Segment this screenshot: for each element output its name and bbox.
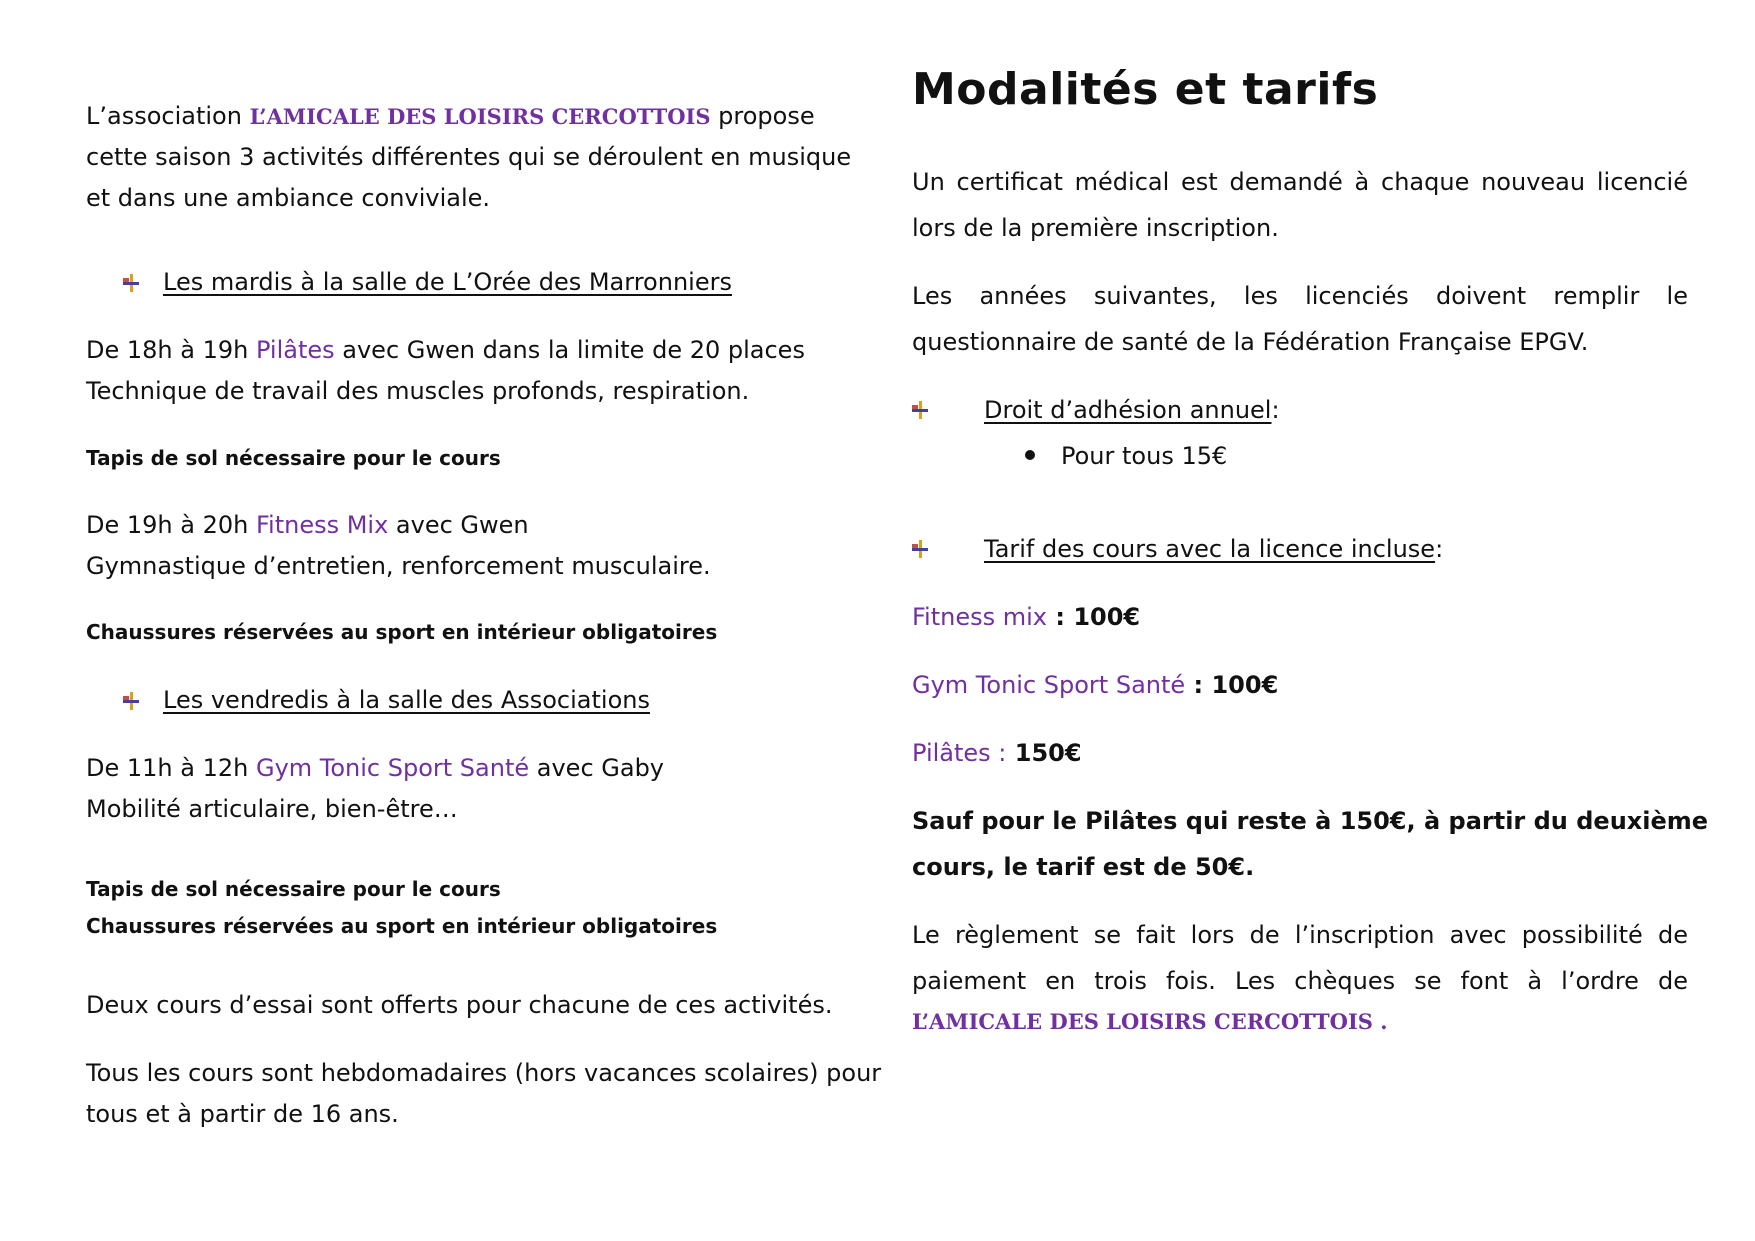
trial-text: Deux cours d’essai sont offerts pour chacune de ces activités. (86, 991, 833, 1019)
pilates-details: avec Gwen dans la limite de 20 places (334, 336, 805, 364)
colored-square-bullet-icon (123, 274, 139, 292)
intro-line-3: et dans une ambiance conviviale. (86, 184, 491, 212)
intro-suffix: propose (710, 102, 815, 130)
price-fitness-value: 100€ (1073, 603, 1141, 631)
membership-item-text: Pour tous 15€ (1061, 442, 1228, 470)
membership-item (1025, 433, 1227, 479)
price-pilates-sep (1006, 739, 1014, 767)
membership-colon: : (1271, 396, 1280, 424)
payment-line-1: Le règlement se fait lors de l’inscription avec possibilité de (912, 921, 1688, 949)
discount-line-2: cours, le tarif est de 50€. (912, 853, 1255, 881)
intro-line-2: cette saison 3 activités différentes qui se déroulent en musique (86, 143, 852, 171)
price-gym (912, 662, 1278, 708)
gym-note-1: Tapis de sol nécessaire pour le cours (86, 877, 501, 901)
section-heading-fridays (123, 680, 650, 721)
payment-org: L’AMICALE DES LOISIRS CERCOTTOIS . (912, 1009, 1388, 1034)
round-bullet-icon (1025, 450, 1035, 460)
fitness-line (86, 505, 529, 546)
rates-heading (912, 526, 1443, 572)
colored-square-bullet-icon (123, 692, 139, 710)
fitness-description: Gymnastique d’entretien, renforcement musculaire. (86, 552, 711, 580)
section-heading-tuesdays-text: Les mardis à la salle de L’Orée des Marronniers (163, 268, 732, 296)
price-fitness-name: Fitness mix (912, 603, 1047, 631)
fitness-note: Chaussures réservées au sport en intérieur obligatoires (86, 620, 718, 644)
gym-name: Gym Tonic Sport Santé (255, 754, 530, 782)
pilates-description: Technique de travail des muscles profonds, respiration. (86, 377, 750, 405)
gym-note-2: Chaussures réservées au sport en intérieur obligatoires (86, 914, 718, 938)
price-pilates-name: Pilâtes : (912, 739, 1007, 767)
certificate-text: Un certificat médical est demandé à chaque nouveau licencié lors de la première inscription. (912, 168, 1688, 242)
section-heading-tuesdays (123, 262, 732, 303)
colored-square-bullet-icon (912, 401, 928, 419)
fitness-details: avec Gwen (388, 511, 529, 539)
price-gym-name: Gym Tonic Sport Santé (912, 671, 1186, 699)
gym-line (86, 748, 664, 789)
association-name: L’AMICALE DES LOISIRS CERCOTTOIS (249, 104, 711, 129)
price-fitness-sep: : (1047, 603, 1074, 631)
gym-description: Mobilité articulaire, bien-être… (86, 795, 458, 823)
section-heading-fridays-text: Les vendredis à la salle des Associations (163, 686, 650, 714)
price-pilates (912, 730, 1082, 776)
membership-heading (912, 387, 1280, 433)
page-title: Modalités et tarifs (912, 64, 1379, 115)
payment-line-2: paiement en trois fois. Les chèques se font à l’ordre de (912, 967, 1688, 995)
pilates-line (86, 330, 805, 371)
gym-details: avec Gaby (529, 754, 665, 782)
pilates-time: De 18h à 19h (86, 336, 256, 364)
fitness-name: Fitness Mix (255, 511, 389, 539)
gym-time: De 11h à 12h (86, 754, 256, 782)
price-fitness (912, 594, 1140, 640)
intro-line-1 (86, 96, 815, 137)
weekly-line-1: Tous les cours sont hebdomadaires (hors vacances scolaires) pour (86, 1059, 882, 1087)
pilates-note: Tapis de sol nécessaire pour le cours (86, 446, 501, 470)
rates-colon: : (1435, 535, 1444, 563)
price-pilates-value: 150€ (1014, 739, 1082, 767)
rates-heading-text: Tarif des cours avec la licence incluse (984, 535, 1436, 563)
price-gym-value: 100€ (1211, 671, 1279, 699)
membership-heading-text: Droit d’adhésion annuel (984, 396, 1272, 424)
colored-square-bullet-icon (912, 540, 928, 558)
fitness-time: De 19h à 20h (86, 511, 256, 539)
pilates-name: Pilâtes (255, 336, 335, 364)
price-gym-sep: : (1185, 671, 1212, 699)
weekly-line-2: tous et à partir de 16 ans. (86, 1100, 399, 1128)
discount-line-1: Sauf pour le Pilâtes qui reste à 150€, à partir du deuxième (912, 807, 1709, 835)
intro-prefix: L’association (86, 102, 250, 130)
following-years-text: Les années suivantes, les licenciés doivent remplir le questionnaire de santé de la Fédération Française EPGV. (912, 282, 1688, 356)
